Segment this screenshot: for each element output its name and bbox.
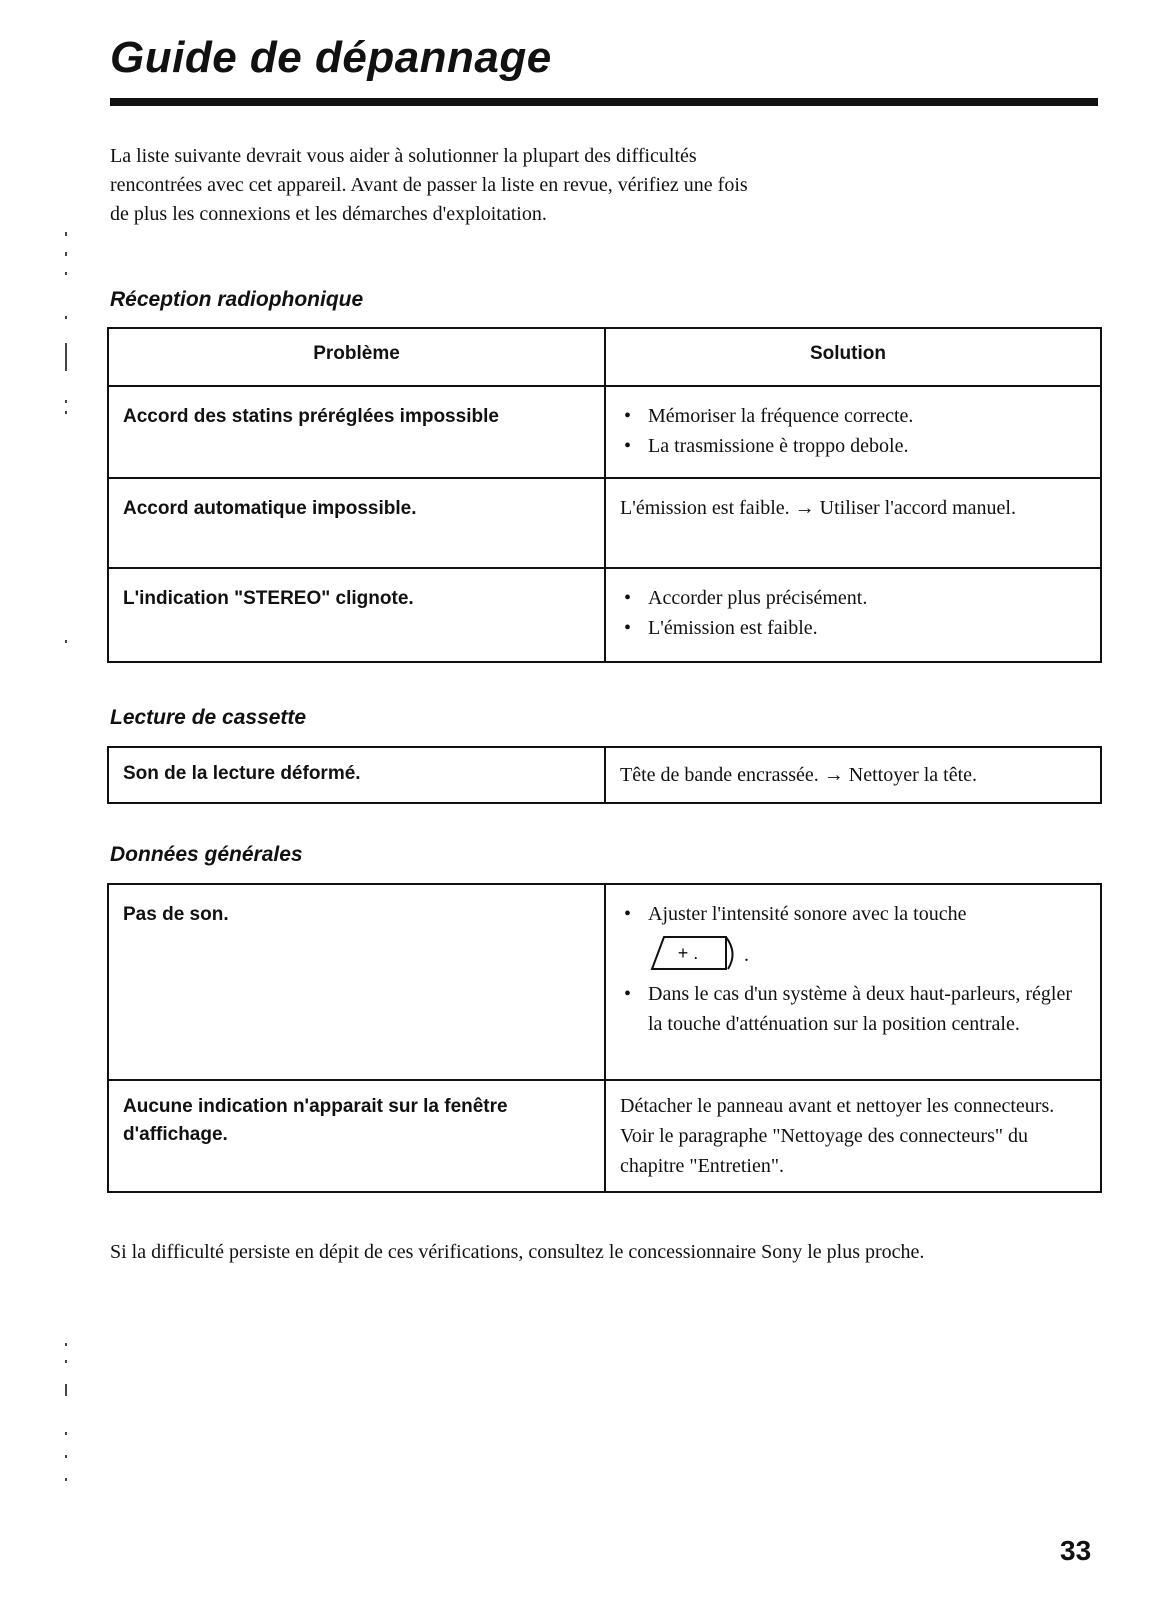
section-heading-reception: Réception radiophonique bbox=[110, 288, 364, 311]
solution-cell bbox=[605, 884, 1101, 1080]
solution-cell bbox=[605, 568, 1101, 662]
title-rule bbox=[110, 98, 1098, 106]
problem-column-header: Problème bbox=[108, 328, 605, 386]
solution-item bbox=[620, 899, 1088, 973]
solution-item: • Dans le cas d'un système à deux haut-parleurs, régler la touche d'atténuation sur la position centrale. bbox=[620, 979, 1088, 1039]
solution-item: • Mémoriser la fréquence correcte. bbox=[620, 401, 1088, 431]
problem-cell: Accord des statins préréglées impossible bbox=[108, 386, 605, 478]
table-row bbox=[108, 1080, 1101, 1192]
section-heading-general: Données générales bbox=[110, 843, 303, 866]
page-title: Guide de dépannage bbox=[110, 33, 552, 82]
table-row bbox=[108, 747, 1101, 803]
solution-item: • L'émission est faible. bbox=[620, 613, 1088, 643]
footer-note: Si la difficulté persiste en dépit de ces vérifications, consultez le concessionnaire Sony le plus proche. bbox=[110, 1241, 925, 1263]
solution-item-text: Ajuster l'intensité sonore avec la touche bbox=[648, 903, 967, 925]
table-row bbox=[108, 386, 1101, 478]
problem-cell: Son de la lecture déformé. bbox=[108, 747, 605, 803]
problem-cell: Pas de son. bbox=[108, 884, 605, 1080]
table-row bbox=[108, 884, 1101, 1080]
table-row bbox=[108, 568, 1101, 662]
intro-paragraph: La liste suivante devrait vous aider à solutionner la plupart des difficultés rencontrées avec cet appareil. Avant de passer la liste en revue, vérifiez une fois de plus les connexions et les démarches d'exploitation. bbox=[110, 145, 748, 225]
problem-cell: Aucune indication n'apparait sur la fenêtre d'affichage. bbox=[108, 1080, 605, 1192]
solution-item: • Accorder plus précisément. bbox=[620, 583, 1088, 613]
cassette-table bbox=[107, 746, 1102, 804]
scan-margin-marks bbox=[45, 0, 75, 1600]
solution-cell: Détacher le panneau avant et nettoyer les connecteurs. Voir le paragraphe "Nettoyage des connecteurs" du chapitre "Entretien". bbox=[605, 1080, 1101, 1192]
solution-cell: Tête de bande encrassée. → Nettoyer la tête. bbox=[605, 747, 1101, 803]
solution-item: • La trasmissione è troppo debole. bbox=[620, 431, 1088, 461]
solution-cell bbox=[605, 386, 1101, 478]
general-table bbox=[107, 883, 1102, 1193]
volume-key-label: + . bbox=[677, 943, 699, 963]
section-heading-cassette: Lecture de cassette bbox=[110, 706, 307, 729]
solution-column-header: Solution bbox=[605, 328, 1101, 386]
svg-text:.: . bbox=[744, 944, 749, 966]
reception-table bbox=[107, 327, 1102, 663]
problem-cell: L'indication "STEREO" clignote. bbox=[108, 568, 605, 662]
table-row bbox=[108, 478, 1101, 568]
page-number: 33 bbox=[1060, 1535, 1092, 1566]
volume-up-key-icon bbox=[648, 933, 758, 973]
table-header-row bbox=[108, 328, 1101, 386]
solution-cell: L'émission est faible. → Utiliser l'accord manuel. bbox=[605, 478, 1101, 568]
problem-cell: Accord automatique impossible. bbox=[108, 478, 605, 568]
